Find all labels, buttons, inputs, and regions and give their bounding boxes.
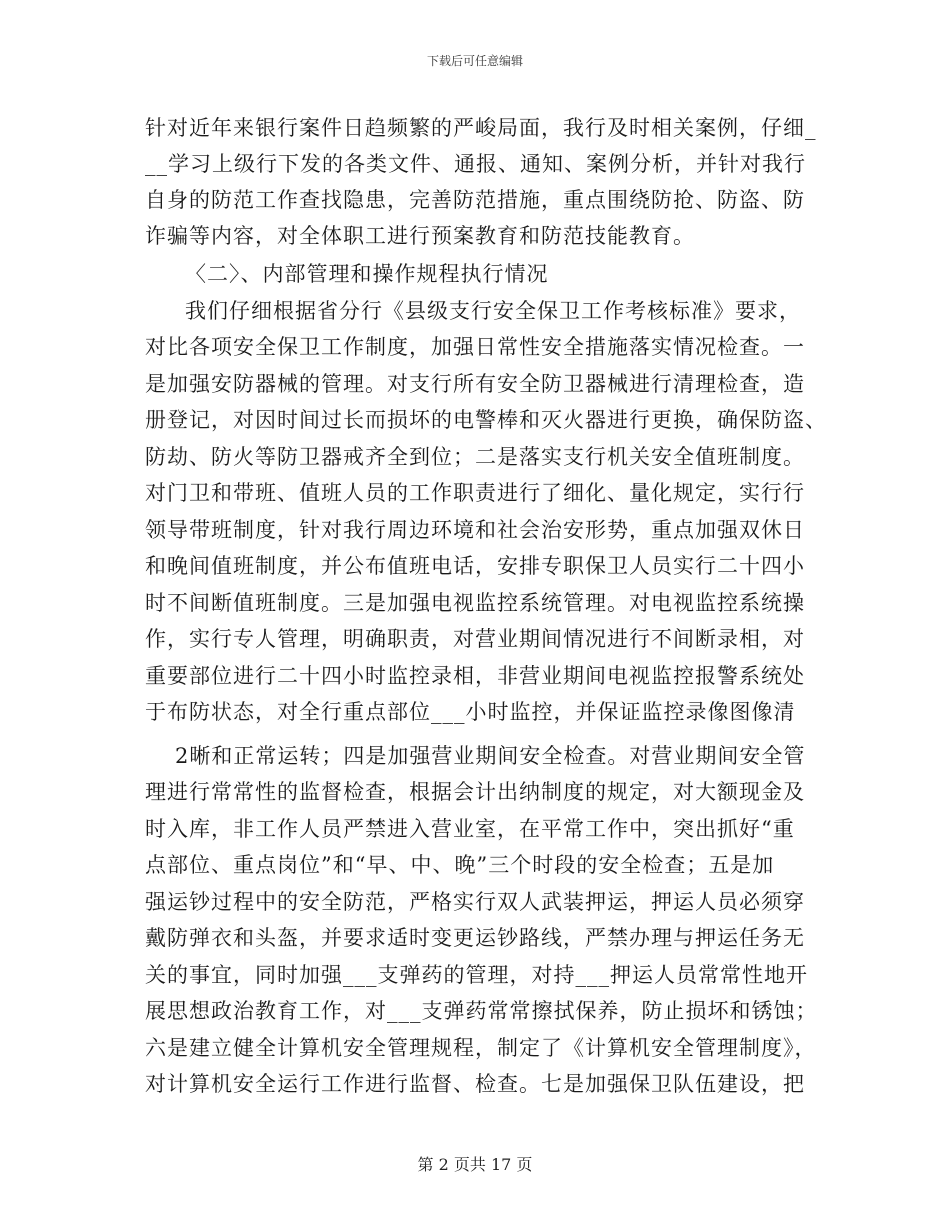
text-line: 时入库，非工作人员严禁进入营业室，在平常工作中，突出抓好“重 bbox=[145, 817, 795, 841]
text-line: 我们仔细根据省分行《县级支行安全保卫工作考核标准》要求， bbox=[185, 299, 801, 323]
text-line: 对门卫和带班、值班人员的工作职责进行了细化、量化规定，实行行 bbox=[145, 481, 805, 505]
text-line: 时不间断值班制度。三是加强电视监控系统管理。对电视监控系统操 bbox=[145, 591, 805, 615]
text-line: 针对近年来银行案件日趋频繁的严峻局面，我行及时相关案例，仔细_ bbox=[145, 116, 817, 140]
text-line: 重要部位进行二十四小时监控录相，非营业期间电视监控报警系统处 bbox=[145, 664, 805, 688]
text-line: 防劫、防火等防卫器戒齐全到位；二是落实支行机关安全值班制度。 bbox=[145, 445, 805, 469]
text-line: 自身的防范工作查找隐患，完善防范措施，重点围绕防抢、防盗、防 bbox=[145, 188, 805, 212]
text-line: 册登记，对因时间过长而损坏的电警棒和灭火器进行更换，确保防盗、 bbox=[145, 408, 827, 432]
text-line: 强运钞过程中的安全防范，严格实行双人武装押运，押运人员必须穿 bbox=[145, 890, 805, 914]
text-line: __学习上级行下发的各类文件、通报、通知、案例分析，并针对我行 bbox=[145, 152, 806, 176]
text-line: 点部位、重点岗位”和“早、中、晚”三个时段的安全检查；五是加 bbox=[145, 853, 775, 877]
text-line: 展思想政治教育工作，对___支弹药常常擦拭保养，防止损坏和锈蚀； bbox=[145, 999, 818, 1023]
text-line: 戴防弹衣和头盔，并要求适时变更运钞路线，严禁办理与押运任务无 bbox=[145, 926, 805, 950]
text-line: 理进行常常性的监督检查，根据会计出纳制度的规定，对大额现金及 bbox=[145, 780, 805, 804]
text-line: 对计算机安全运行工作进行监督、检查。七是加强保卫队伍建设，把 bbox=[145, 1072, 805, 1096]
page-footer: 第 2 页共 17 页 bbox=[417, 1155, 533, 1174]
page-header: 下载后可任意编辑 bbox=[426, 54, 523, 68]
text-line: 关的事宜，同时加强___支弹药的管理，对持___押运人员常常性地开 bbox=[145, 963, 808, 987]
text-line: 和晚间值班制度，并公布值班电话，安排专职保卫人员实行二十四小 bbox=[145, 554, 805, 578]
text-line: 是加强安防器械的管理。对支行所有安全防卫器械进行清理检查，造 bbox=[145, 372, 805, 396]
text-line: 于布防状态，对全行重点部位___小时监控，并保证监控录像图像清 bbox=[145, 700, 796, 724]
text-line: 诈骗等内容，对全体职工进行预案教育和防范技能教育。 bbox=[145, 224, 695, 248]
text-line: 作，实行专人管理，明确职责，对营业期间情况进行不间断录相，对 bbox=[145, 627, 805, 651]
text-line: 2晰和正常运转；四是加强营业期间安全检查。对营业期间安全管 bbox=[175, 744, 806, 768]
text-line: 〈二〉、内部管理和操作规程执行情况 bbox=[185, 262, 549, 286]
text-line: 对比各项安全保卫工作制度，加强日常性安全措施落实情况检查。一 bbox=[145, 335, 805, 359]
text-line: 领导带班制度，针对我行周边环境和社会治安形势，重点加强双休日 bbox=[145, 518, 805, 542]
text-line: 六是建立健全计算机安全管理规程，制定了《计算机安全管理制度》， bbox=[145, 1036, 817, 1060]
